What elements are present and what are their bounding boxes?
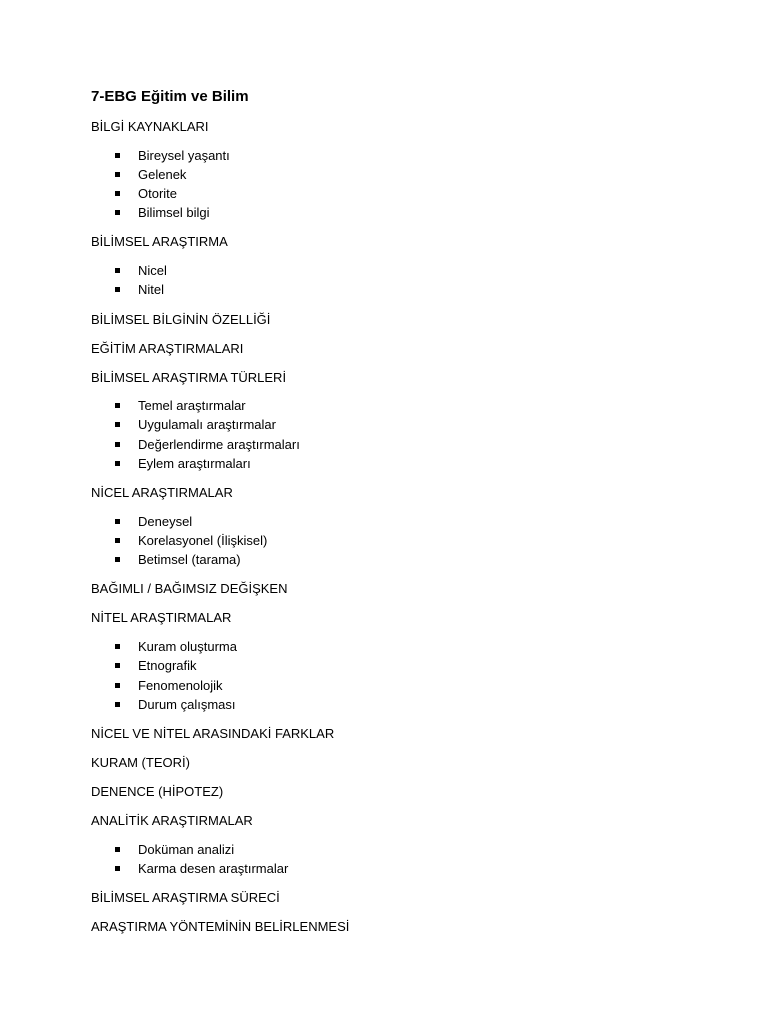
bullet-square-icon: [115, 702, 120, 707]
list-item: Betimsel (tarama): [138, 552, 241, 567]
section-heading: BİLİMSEL ARAŞTIRMA TÜRLERİ: [91, 370, 287, 385]
section-heading: BİLİMSEL ARAŞTIRMA SÜRECİ: [91, 890, 280, 905]
list-item: Uygulamalı araştırmalar: [138, 417, 276, 432]
section-heading: NİCEL ARAŞTIRMALAR: [91, 485, 233, 500]
bullet-square-icon: [115, 210, 120, 215]
section-heading: EĞİTİM ARAŞTIRMALARI: [91, 341, 244, 356]
list-item: Değerlendirme araştırmaları: [138, 437, 300, 452]
bullet-square-icon: [115, 287, 120, 292]
list-item: Nicel: [138, 263, 167, 278]
list-item: Bilimsel bilgi: [138, 205, 210, 220]
section-heading: ARAŞTIRMA YÖNTEMİNİN BELİRLENMESİ: [91, 919, 350, 934]
bullet-square-icon: [115, 172, 120, 177]
section-heading: BİLİMSEL BİLGİNİN ÖZELLİĞİ: [91, 312, 271, 327]
list-item: Doküman analizi: [138, 842, 235, 857]
list-item: Bireysel yaşantı: [138, 148, 230, 163]
list-item: Korelasyonel (İlişkisel): [138, 533, 268, 548]
bullet-square-icon: [115, 403, 120, 408]
list-item: Karma desen araştırmalar: [138, 861, 289, 876]
list-item: Fenomenolojik: [138, 678, 223, 693]
bullet-square-icon: [115, 847, 120, 852]
list-item: Temel araştırmalar: [138, 398, 246, 413]
bullet-square-icon: [115, 268, 120, 273]
section-heading: BİLGİ KAYNAKLARI: [91, 119, 209, 134]
bullet-square-icon: [115, 422, 120, 427]
section-heading: NİTEL ARAŞTIRMALAR: [91, 610, 232, 625]
section-heading: ANALİTİK ARAŞTIRMALAR: [91, 813, 253, 828]
section-heading: KURAM (TEORİ): [91, 755, 190, 770]
list-item: Etnografik: [138, 658, 197, 673]
bullet-square-icon: [115, 153, 120, 158]
bullet-square-icon: [115, 683, 120, 688]
list-item: Otorite: [138, 186, 178, 201]
section-heading: DENENCE (HİPOTEZ): [91, 784, 224, 799]
bullet-square-icon: [115, 538, 120, 543]
bullet-square-icon: [115, 442, 120, 447]
bullet-square-icon: [115, 866, 120, 871]
section-heading: BİLİMSEL ARAŞTIRMA: [91, 234, 228, 249]
list-item: Durum çalışması: [138, 697, 236, 712]
list-item: Gelenek: [138, 167, 187, 182]
document-title: 7-EBG Eğitim ve Bilim: [91, 88, 249, 105]
list-item: Nitel: [138, 282, 165, 297]
section-heading: BAĞIMLI / BAĞIMSIZ DEĞİŞKEN: [91, 581, 288, 596]
section-heading: NİCEL VE NİTEL ARASINDAKİ FARKLAR: [91, 726, 335, 741]
list-item: Eylem araştırmaları: [138, 456, 251, 471]
bullet-square-icon: [115, 663, 120, 668]
bullet-square-icon: [115, 191, 120, 196]
bullet-square-icon: [115, 644, 120, 649]
list-item: Kuram oluşturma: [138, 639, 237, 654]
bullet-square-icon: [115, 519, 120, 524]
bullet-square-icon: [115, 461, 120, 466]
bullet-square-icon: [115, 557, 120, 562]
list-item: Deneysel: [138, 514, 193, 529]
